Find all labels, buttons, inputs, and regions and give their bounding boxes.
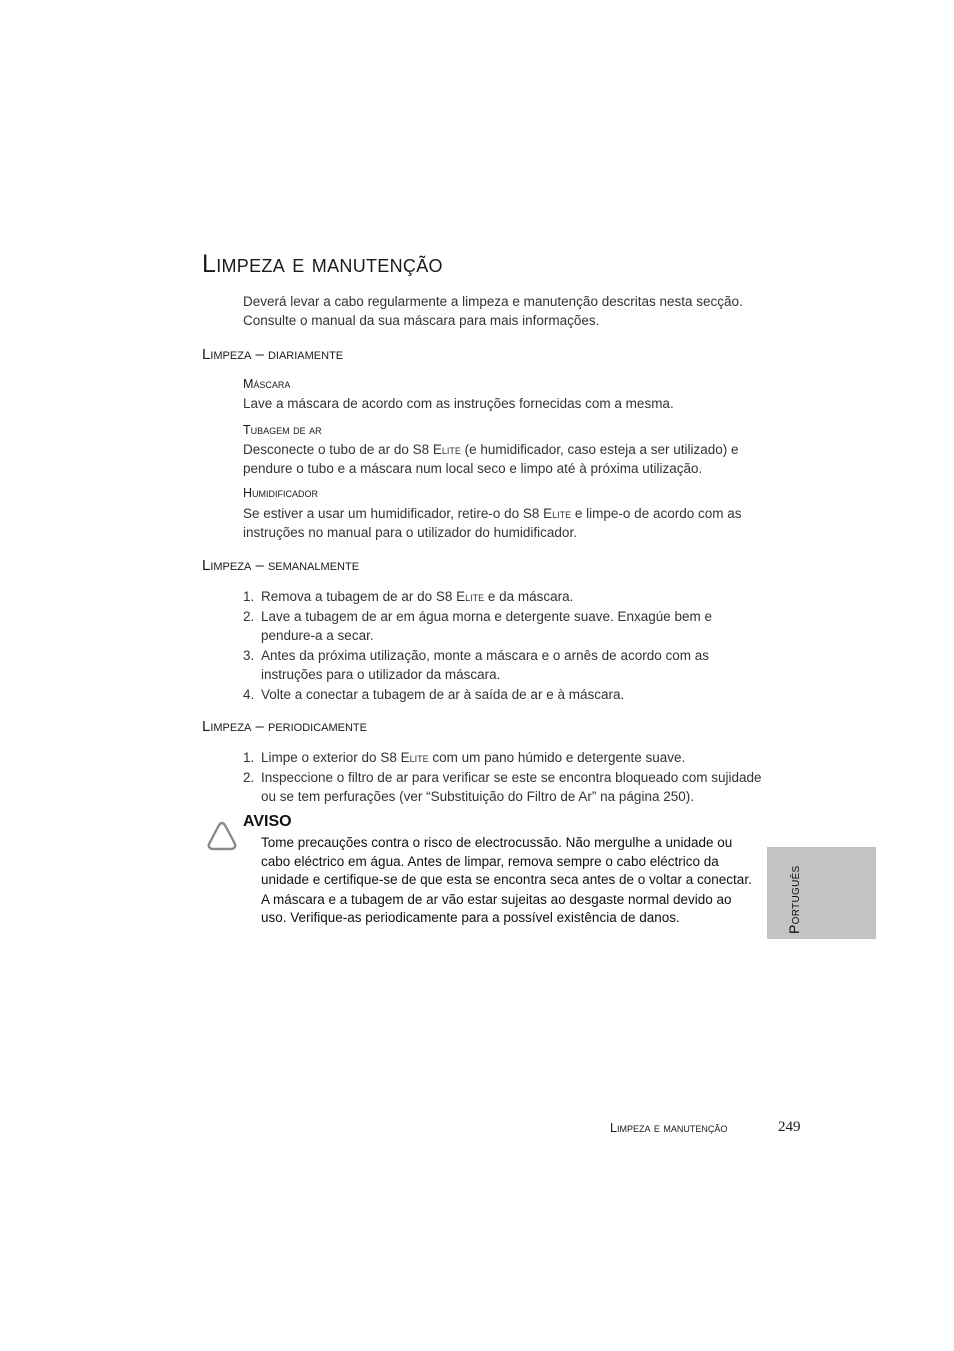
page-title: Limpeza e manutenção — [202, 250, 443, 278]
periodic-steps-list — [243, 748, 763, 807]
list-item: 4. Volte a conectar a tubagem de ar à saída de ar e à máscara. — [243, 687, 625, 702]
tubing-text: Desconecte o tubo de ar do S8 Elite (e humidificador, caso esteja a ser utilizado) e pendure o tubo e a máscara num local seco e limpo até à próxima utilização. — [243, 442, 739, 476]
list-item: 2. Lave a tubagem de ar em água morna e detergente suave. Enxagúe bem e pendure-a a secar. — [243, 609, 713, 643]
periodic-heading: Limpeza – periodicamente — [202, 718, 367, 735]
mask-text: Lave a máscara de acordo com as instruções fornecidas com a mesma. — [243, 396, 674, 411]
warning-title: AVISO — [243, 813, 292, 830]
mask-subheading: Máscara — [243, 377, 291, 391]
page-number: 249 — [778, 1119, 801, 1135]
brand-name: S8 Elite — [380, 750, 429, 765]
language-tab-label: Português — [786, 865, 802, 934]
list-item: 1. Remova a tubagem de ar do S8 Elite e da máscara. — [243, 589, 574, 604]
daily-heading: Limpeza – diariamente — [202, 346, 344, 363]
warning-paragraph: Tome precauções contra o risco de electrocussão. Não mergulhe a unidade ou cabo eléctrico em água. Antes de limpar, remova sempre o cabo eléctrico da unidade e certifique-se de que esta se encontra seca antes de o voltar a conectar. — [261, 835, 752, 887]
weekly-heading: Limpeza – semanalmente — [202, 557, 360, 574]
tubing-subheading: Tubagem de ar — [243, 423, 322, 437]
intro-paragraph: Deverá levar a cabo regularmente a limpeza e manutenção descritas nesta secção. Consulte o manual da sua máscara para mais informações. — [243, 294, 743, 328]
brand-name: S8 Elite — [412, 442, 461, 457]
running-footer-title: Limpeza e manutenção — [610, 1121, 728, 1135]
humidifier-subheading: Humidificador — [243, 486, 319, 500]
list-item: 2. Inspeccione o filtro de ar para verificar se este se encontra bloqueado com sujidade ou se tem perfurações (ver “Substituição do Filtro de Ar” na página 250). — [243, 770, 762, 804]
warning-body — [261, 834, 753, 929]
humidifier-text: Se estiver a usar um humidificador, retire-o do S8 Elite e limpe-o de acordo com as instruções no manual para o utilizador do humidificador. — [243, 506, 742, 540]
list-item: 3. Antes da próxima utilização, monte a máscara e o arnês de acordo com as instruções para o utilizador da máscara. — [243, 648, 709, 682]
list-item: 1. Limpe o exterior do S8 Elite com um pano húmido e detergente suave. — [243, 750, 686, 765]
warning-triangle-icon — [206, 820, 238, 852]
brand-name: S8 Elite — [522, 506, 572, 521]
warning-paragraph: A máscara e a tubagem de ar vão estar sujeitas ao desgaste normal devido ao uso. Verifique-as periodicamente para a possível existência de danos. — [261, 891, 732, 925]
weekly-steps-list — [243, 587, 763, 705]
brand-name: S8 Elite — [435, 589, 485, 604]
language-tab — [767, 847, 876, 939]
